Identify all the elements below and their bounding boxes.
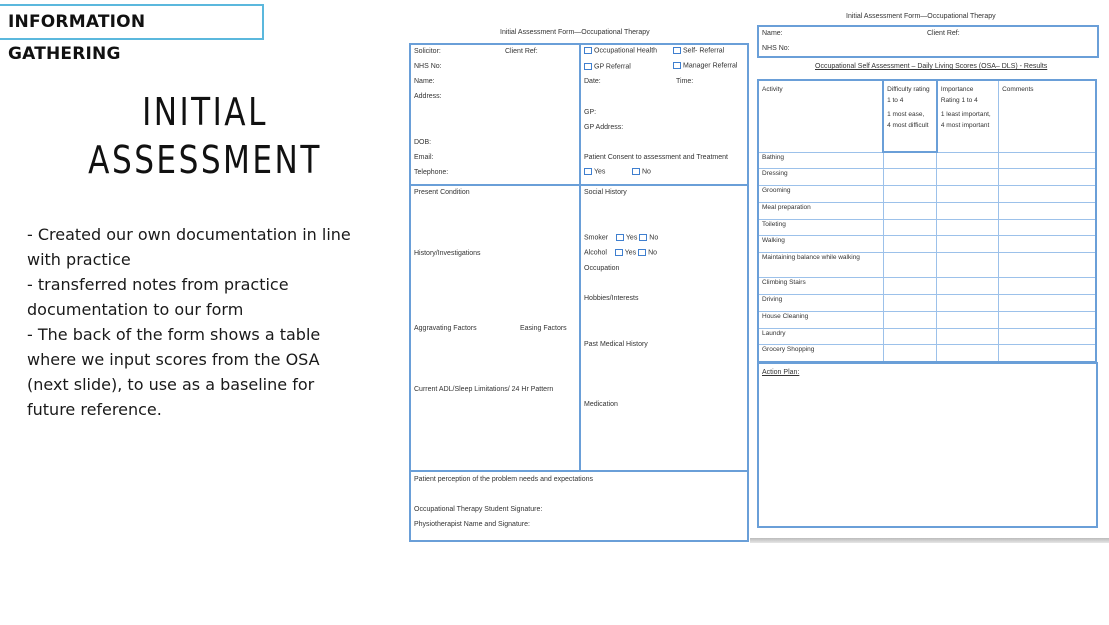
easing-factors-label: Easing Factors [520, 325, 567, 332]
history-label: History/Investigations [414, 250, 481, 257]
adl-label: Current ADL/Sleep Limitations/ 24 Hr Pattern [414, 386, 554, 393]
activity-cell: Grooming [758, 186, 883, 203]
table-row [758, 236, 1096, 253]
social-history-label: Social History [584, 189, 627, 196]
activity-cell: Toileting [758, 219, 883, 236]
osa-scores-table [757, 79, 1097, 363]
consent-label: Patient Consent to assessment and Treatment [584, 154, 728, 161]
smoker-row: Smoker Yes No [584, 234, 659, 242]
address-label: Address: [414, 93, 442, 100]
front-form-divider [579, 43, 581, 471]
checkbox-icon [673, 62, 681, 69]
header-difficulty: Difficulty rating 1 to 4 1 most ease, 4 most difficult [883, 80, 937, 152]
back-form-title: Initial Assessment Form—Occupational Therapy [846, 13, 996, 20]
front-form-divider [409, 184, 749, 186]
gp-referral-option: GP Referral [584, 63, 631, 70]
nhs-no-label: NHS No: [762, 45, 790, 52]
telephone-label: Telephone: [414, 169, 449, 176]
activity-cell: Grocery Shopping [758, 345, 883, 362]
aggravating-factors-label: Aggravating Factors [414, 325, 477, 332]
present-condition-label: Present Condition [414, 189, 470, 196]
activity-cell: Climbing Stairs [758, 278, 883, 295]
section-tag: INFORMATION GATHERING [0, 4, 264, 40]
activity-cell: Driving [758, 295, 883, 312]
checkbox-icon [639, 234, 647, 241]
checkbox-icon [632, 168, 640, 175]
gp-label: GP: [584, 109, 597, 116]
dob-label: DOB: [414, 139, 432, 146]
activity-cell: Bathing [758, 152, 883, 169]
table-row [758, 278, 1096, 295]
bullet-item: - transferred notes from practice documentation to our form [27, 275, 289, 319]
gp-address-label: GP Address: [584, 124, 624, 131]
name-label: Name: [414, 78, 435, 85]
activity-cell: Maintaining balance while walking [758, 253, 883, 278]
bullet-item: - Created our own documentation in line with practice [27, 225, 351, 269]
table-row [758, 202, 1096, 219]
name-label: Name: [762, 30, 783, 37]
checkbox-icon [673, 47, 681, 54]
client-ref-label: Client Ref: [927, 30, 960, 37]
slide-title-line2: ASSESSMENT [88, 138, 322, 182]
activity-cell: Dressing [758, 169, 883, 186]
client-ref-label: Client Ref: [505, 48, 538, 55]
activity-cell: Meal preparation [758, 202, 883, 219]
occupational-health-option: Occupational Health [584, 47, 657, 54]
checkbox-icon [584, 63, 592, 70]
hobbies-label: Hobbies/Interests [584, 295, 639, 302]
slide-title-line1: INITIAL [142, 90, 268, 134]
checkbox-icon [616, 234, 624, 241]
checkbox-icon [615, 249, 623, 256]
table-header-row [758, 80, 1096, 152]
medication-label: Medication [584, 401, 618, 408]
header-importance: Importance Rating 1 to 4 1 least important, 4 most important [937, 80, 999, 152]
bullet-item: - The back of the form shows a table where we input scores from the OSA (next slide), to use as a baseline for future reference. [27, 325, 321, 419]
alcohol-row: Alcohol Yes No [584, 249, 658, 257]
time-label: Time: [676, 78, 694, 85]
table-row [758, 253, 1096, 278]
checkbox-icon [584, 168, 592, 175]
date-label: Date: [584, 78, 601, 85]
front-form-divider [409, 470, 749, 472]
email-label: Email: [414, 154, 434, 161]
action-plan-label: Action Plan: [762, 369, 800, 376]
table-row [758, 219, 1096, 236]
activity-cell: Walking [758, 236, 883, 253]
patient-perception-label: Patient perception of the problem needs and expectations [414, 476, 594, 483]
table-row [758, 345, 1096, 362]
self-referral-option: Self- Referral [673, 47, 724, 54]
checkbox-icon [584, 47, 592, 54]
solicitor-label: Solicitor: [414, 48, 441, 55]
slide-title [86, 88, 324, 184]
activity-cell: Laundry [758, 328, 883, 345]
bullet-list [27, 222, 357, 422]
occupation-label: Occupation [584, 265, 620, 272]
manager-referral-option: Manager Referral [673, 62, 737, 69]
page-shadow [750, 538, 1109, 543]
consent-yes-option: Yes [584, 168, 605, 175]
table-row [758, 311, 1096, 328]
activity-cell: House Cleaning [758, 311, 883, 328]
past-medical-history-label: Past Medical History [584, 341, 648, 348]
header-comments: Comments [999, 80, 1096, 152]
osa-results-subtitle: Occupational Self Assessment – Daily Living Scores (OSA– DLS) - Results [815, 63, 1048, 70]
table-row [758, 186, 1096, 203]
nhs-no-label: NHS No: [414, 63, 442, 70]
front-form-title: Initial Assessment Form—Occupational Therapy [500, 29, 650, 36]
consent-no-option: No [632, 168, 651, 175]
table-row [758, 152, 1096, 169]
table-row [758, 328, 1096, 345]
header-activity: Activity [758, 80, 883, 152]
back-form-header-box [757, 25, 1099, 58]
ot-signature-label: Occupational Therapy Student Signature: [414, 506, 543, 513]
checkbox-icon [638, 249, 646, 256]
table-row [758, 295, 1096, 312]
physio-signature-label: Physiotherapist Name and Signature: [414, 521, 530, 528]
action-plan-box [757, 362, 1098, 528]
table-row [758, 169, 1096, 186]
